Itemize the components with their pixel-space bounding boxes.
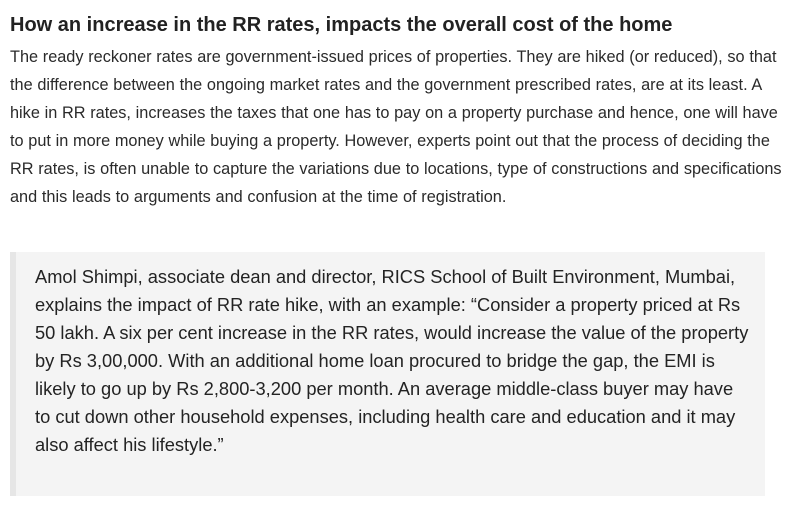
expert-quote-block (10, 252, 765, 496)
section-heading: How an increase in the RR rates, impacts the overall cost of the home (10, 14, 673, 36)
article-section (10, 10, 782, 211)
quote-text: Amol Shimpi, associate dean and director, RICS School of Built Environment, Mumbai, explains the impact of RR rate hike, with an example: “Consider a property priced at Rs 50 lakh. A six per cent increase in the RR rates, would increase the value of the property by Rs 3,00,000. With an additional home loan procured to bridge the gap, the EMI is likely to go up by Rs 2,800-3,200 per month. An average middle-class buyer may have to cut down other household expenses, including health care and education and it may also affect his lifestyle.” (35, 266, 749, 455)
body-paragraph: The ready reckoner rates are government-issued prices of properties. They are hiked (or reduced), so that the difference between the ongoing market rates and the government prescribed rates, are at its least. A hike in RR rates, increases the taxes that one has to pay on a property purchase and hence, one will have to put in more money while buying a property. However, experts point out that the process of deciding the RR rates, is often unable to capture the variations due to locations, type of constructions and specifications and this leads to arguments and confusion at the time of registration. (10, 48, 782, 206)
